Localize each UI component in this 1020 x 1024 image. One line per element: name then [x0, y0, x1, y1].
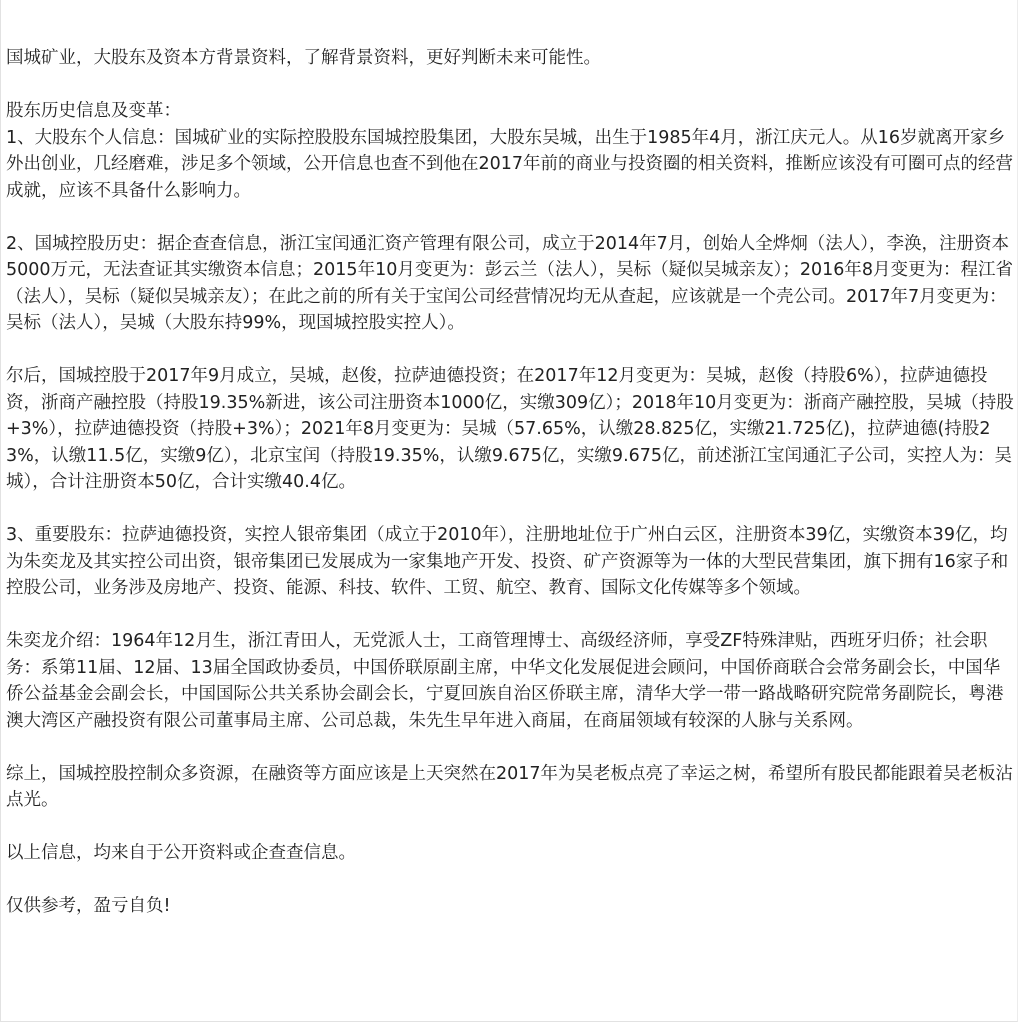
zhu-yilong-bio-paragraph: 朱奕龙介绍：1964年12月生，浙江青田人，无党派人士，工商管理博士、高级经济师，享受ZF特殊津贴，西班牙归侨；社会职务：系第11届、12届、13届全国政协委员，中国侨联原副主席，中华文化发展促进会顾问，中国侨商联合会常务副会长，中国华侨公益基金会副会长，中国国际公共关系协会副会长，宁夏回族自治区侨联主席，清华大学一带一路战略研究院常务副院长，粤港澳大湾区产融投资有限公司董事局主席、公司总裁，朱先生早年进入商届，在商届领域有较深的人脉与关系网。 [6, 631, 1004, 731]
major-shareholder-paragraph: 3、重要股东：拉萨迪德投资，实控人银帝集团（成立于2010年），注册地址位于广州白云区，注册资本39亿，实缴资本39亿，均为朱奕龙及其实控公司出资，银帝集团已发展成为一家集地产开发、投资、矿产资源等为一体的大型民营集团，旗下拥有16家子和控股公司，业务涉及房地产、投资、能源、科技、软件、工贸、航空、教育、国际文化传媒等多个领域。 [6, 525, 1009, 598]
guocheng-holding-history-paragraph: 2、国城控股历史：据企查查信息，浙江宝闰通汇资产管理有限公司，成立于2014年7月，创始人全烨炯（法人），李涣，注册资本5000万元，无法查证其实缴资本信息；2015年10月变更为：彭云兰（法人），吴标（疑似吴城亲友）；2016年8月变更为：程江省（法人），吴标（疑似吴城亲友）；在此之前的所有关于宝闰公司经营情况均无从查起，应该就是一个壳公司。2017年7月变更为：吴标（法人），吴城（大股东持99%，现国城控股实控人）。 [6, 233, 1014, 333]
intro-paragraph: 国城矿业，大股东及资本方背景资料，了解背景资料，更好判断未来可能性。 [6, 48, 601, 68]
summary-paragraph: 综上，国城控股控制众多资源，在融资等方面应该是上天突然在2017年为吴老板点亮了幸运之树，希望所有股民都能跟着吴老板沾点光。 [6, 763, 1014, 810]
article-body [6, 45, 1014, 946]
disclaimer-paragraph: 仅供参考，盈亏自负! [6, 896, 171, 916]
source-note-paragraph: 以上信息，均来自于公开资料或企查查信息。 [6, 843, 356, 863]
equity-changes-paragraph: 尔后，国城控股于2017年9月成立，吴城，赵俊，拉萨迪德投资；在2017年12月变更为：吴城，赵俊（持股6%），拉萨迪德投资，浙商产融控股（持股19.35%新进，该公司注册资本1000亿，实缴309亿）；2018年10月变更为：浙商产融控股，吴城（持股+3%），拉萨迪德投资（持股+3%）；2021年8月变更为：吴城（57.65%，认缴28.825亿，实缴21.725亿)，拉萨迪德(持股23%，认缴11.5亿，实缴9亿），北京宝闰（持股19.35%，认缴9.675亿，实缴9.675亿，前述浙江宝闰通汇子公司，实控人为：吴城），合计注册资本50亿，合计实缴40.4亿。 [6, 366, 1014, 492]
shareholder-history-paragraph: 股东历史信息及变革： 1、大股东个人信息：国城矿业的实际控股股东国城控股集团，大股东吴城，出生于1985年4月，浙江庆元人。从16岁就离开家乡外出创业，几经磨难，涉足多个领域，公开信息也查不到他在2017年前的商业与投资圈的相关资料，推断应该没有可圈可点的经营成就，应该不具备什么影响力。 [6, 101, 1014, 201]
